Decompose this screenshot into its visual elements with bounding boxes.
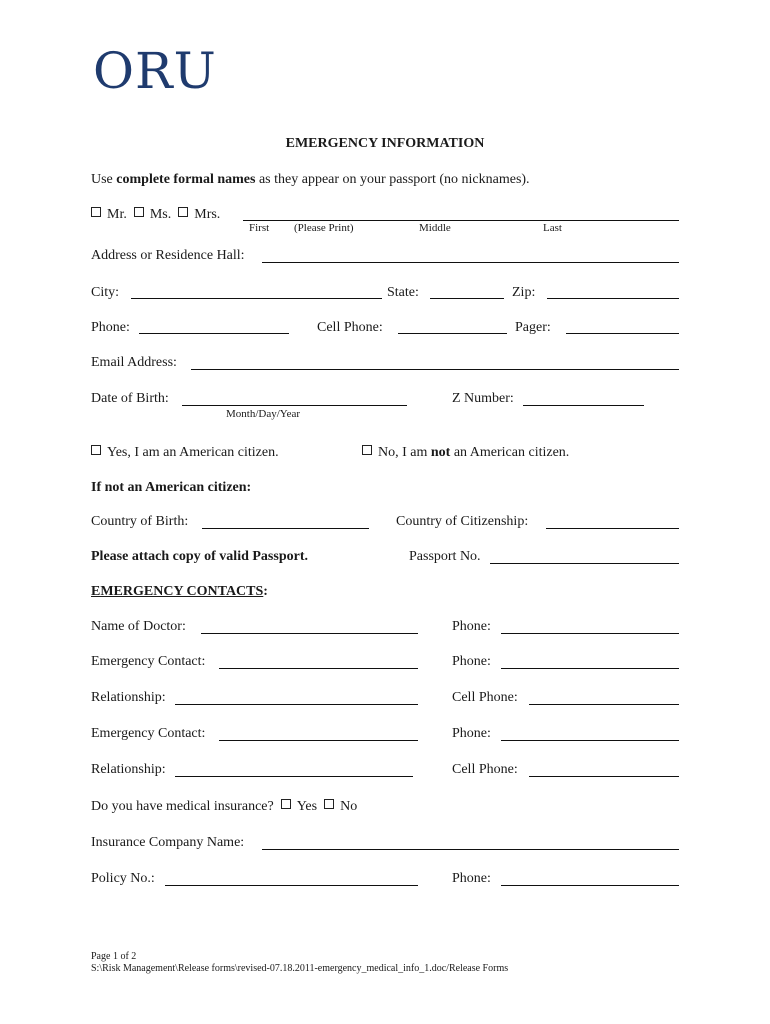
relationship-2-cell-field[interactable]	[529, 776, 679, 777]
full-name-field[interactable]	[243, 220, 679, 221]
email-label: Email Address:	[91, 355, 177, 370]
ms-checkbox[interactable]	[134, 207, 144, 217]
state-label: State:	[387, 285, 419, 300]
policy-label: Policy No.:	[91, 871, 155, 886]
passport-no-field[interactable]	[490, 563, 679, 564]
emergency-contact-2-phone-field[interactable]	[501, 740, 679, 741]
form-title: EMERGENCY INFORMATION	[285, 136, 485, 151]
z-number-label: Z Number:	[452, 391, 514, 406]
insurance-company-field[interactable]	[262, 849, 679, 850]
title-checkboxes	[91, 207, 220, 223]
country-citizenship-field[interactable]	[546, 528, 679, 529]
mr-checkbox[interactable]	[91, 207, 101, 217]
city-field[interactable]	[131, 298, 382, 299]
city-label: City:	[91, 285, 120, 300]
not-citizen-heading: If not an American citizen:	[91, 480, 252, 495]
middle-hint: Middle	[419, 222, 451, 234]
emergency-contact-2-field[interactable]	[219, 740, 418, 741]
z-number-field[interactable]	[523, 405, 644, 406]
cell-phone-field[interactable]	[398, 333, 507, 334]
relationship-2-cell-label: Cell Phone:	[452, 762, 518, 777]
footer-file-path: S:\Risk Management\Release forms\revised-07.18.2011-emergency_medical_info_1.doc/Release Forms	[91, 963, 509, 974]
citizen-no-bold: not	[430, 445, 451, 460]
insurance-no-label: No	[340, 799, 358, 814]
relationship-1-label: Relationship:	[91, 690, 166, 705]
emergency-contacts-heading-text: EMERGENCY CONTACTS	[91, 584, 264, 599]
insurance-no-checkbox[interactable]	[324, 799, 334, 809]
emergency-contact-1-phone-field[interactable]	[501, 668, 679, 669]
emergency-contact-1-phone-label: Phone:	[452, 654, 491, 669]
pager-field[interactable]	[566, 333, 679, 334]
mrs-label: Mrs.	[194, 207, 221, 222]
address-field[interactable]	[262, 262, 679, 263]
intro-bold: complete formal names	[116, 172, 256, 187]
citizen-yes-option	[91, 445, 279, 461]
citizen-yes-label: Yes, I am an American citizen.	[107, 445, 279, 460]
ms-label: Ms.	[149, 207, 172, 222]
doctor-phone-label: Phone:	[452, 619, 491, 634]
cell-phone-label: Cell Phone:	[317, 320, 383, 335]
country-birth-label: Country of Birth:	[91, 514, 189, 529]
emergency-contact-1-field[interactable]	[219, 668, 418, 669]
insurance-yes-checkbox[interactable]	[281, 799, 291, 809]
zip-label: Zip:	[512, 285, 536, 300]
passport-note: Please attach copy of valid Passport.	[91, 549, 308, 564]
country-citizenship-label: Country of Citizenship:	[396, 514, 529, 529]
dob-label: Date of Birth:	[91, 391, 169, 406]
emergency-contact-2-phone-label: Phone:	[452, 726, 491, 741]
emergency-contact-1-label: Emergency Contact:	[91, 654, 206, 669]
country-birth-field[interactable]	[202, 528, 369, 529]
citizen-no-post: an American citizen.	[450, 445, 570, 460]
address-label: Address or Residence Hall:	[91, 248, 245, 263]
insurance-question: Do you have medical insurance?	[91, 799, 274, 814]
policy-field[interactable]	[165, 885, 418, 886]
doctor-label: Name of Doctor:	[91, 619, 186, 634]
citizen-no-pre: No, I am	[378, 445, 431, 460]
passport-no-label: Passport No.	[409, 549, 481, 564]
relationship-1-cell-field[interactable]	[529, 704, 679, 705]
last-hint: Last	[543, 222, 562, 234]
dob-field[interactable]	[182, 405, 407, 406]
phone-field[interactable]	[139, 333, 289, 334]
dob-hint: Month/Day/Year	[226, 408, 301, 420]
citizen-no-option	[362, 445, 569, 461]
doctor-field[interactable]	[201, 633, 418, 634]
state-field[interactable]	[430, 298, 504, 299]
intro-text	[91, 172, 530, 188]
first-hint: First	[249, 222, 270, 234]
citizen-no-checkbox[interactable]	[362, 445, 372, 455]
relationship-1-field[interactable]	[175, 704, 418, 705]
insurance-company-label: Insurance Company Name:	[91, 835, 245, 850]
insurance-phone-field[interactable]	[501, 885, 679, 886]
citizen-yes-checkbox[interactable]	[91, 445, 101, 455]
relationship-2-field[interactable]	[175, 776, 413, 777]
please-print-hint: (Please Print)	[294, 222, 354, 234]
emergency-contacts-heading-colon: :	[263, 584, 268, 599]
phone-label: Phone:	[91, 320, 130, 335]
emergency-contacts-heading	[91, 584, 268, 600]
pager-label: Pager:	[515, 320, 551, 335]
emergency-contact-2-label: Emergency Contact:	[91, 726, 206, 741]
footer-page-number: Page 1 of 2	[91, 951, 137, 962]
intro-pre: Use	[91, 172, 117, 187]
relationship-2-label: Relationship:	[91, 762, 166, 777]
mrs-checkbox[interactable]	[178, 207, 188, 217]
insurance-yes-label: Yes	[296, 799, 318, 814]
email-field[interactable]	[191, 369, 679, 370]
doctor-phone-field[interactable]	[501, 633, 679, 634]
intro-post: as they appear on your passport (no nicknames).	[255, 172, 530, 187]
mr-label: Mr.	[107, 207, 127, 222]
insurance-question-row	[91, 799, 357, 815]
relationship-1-cell-label: Cell Phone:	[452, 690, 518, 705]
insurance-phone-label: Phone:	[452, 871, 491, 886]
zip-field[interactable]	[547, 298, 679, 299]
oru-logo: ORU	[93, 42, 217, 100]
